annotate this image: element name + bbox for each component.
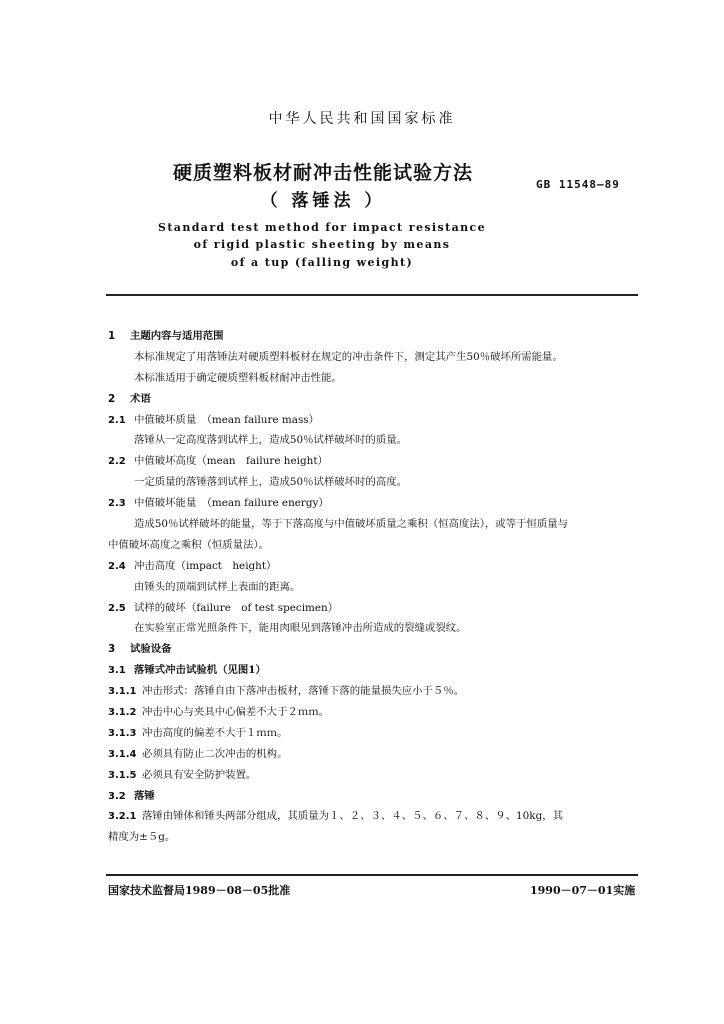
paragraph: 落锤从一定高度落到试样上，造成50％试样破坏时的质量。 [134,434,407,447]
section-heading: 3 试验设备 [108,643,172,656]
clause-heading: 3.1.3 冲击高度的偏差不大于１ｍｍ。 [108,726,288,739]
paragraph: 本标准适用于确定硬质塑料板材耐冲击性能。 [134,371,342,384]
clause-heading: 3.1.5 必须具有安全防护装置。 [108,768,257,781]
english-title-line-2: of rigid plastic sheeting by means [193,238,451,251]
section-heading: 1 主题内容与适用范围 [108,330,224,342]
clause-heading: 2.3 中值破坏能量 （mean failure energy） [108,497,329,510]
paragraph: 在实验室正常光照条件下，能用肉眼见到落锤冲击所造成的裂缝或裂纹。 [134,622,467,635]
footer-divider [106,874,638,876]
paragraph: 一定质量的落锤落到试样上，造成50％试样破坏时的高度。 [134,476,407,489]
clause-heading: 3.1.2 冲击中心与夹具中心偏差不大于２ｍｍ。 [108,706,330,719]
section-heading: 2 术语 [108,392,151,405]
header-divider [106,294,638,296]
implementation-date: 1990－07－01实施 [530,884,636,897]
clause-heading: 2.4 冲击高度（impact height） [108,559,277,572]
paragraph: 中值破坏高度之乘积（恒质量法）。 [108,538,270,551]
document-body [108,326,648,848]
clause-heading: 2.5 试样的破坏（failure of test specimen） [108,601,339,614]
standard-number: GB 11548—89 [536,178,620,191]
clause-heading: 2.2 中值破坏高度（mean failure height） [108,455,328,468]
paragraph: 精度为±５g。 [108,831,176,844]
clause-heading: 3.2 落锤 [108,789,155,802]
paragraph: 由锤头的顶端到试样上表面的距离。 [134,580,301,593]
issuing-body: 中华人民共和国国家标准 [268,111,456,127]
document-title: 硬质塑料板材耐冲击性能试验方法 [172,162,473,184]
approval-date: 国家技术监督局1989－08－05批准 [108,884,291,897]
paragraph: 本标准规定了用落锤法对硬质塑料板材在规定的冲击条件下，测定其产生50％破坏所需能量。 [134,350,563,363]
english-title-line-3: of a tup (falling weight) [230,256,414,269]
english-title-line-1: Standard test method for impact resistance [157,221,487,234]
clause-heading: 3.1 落锤式冲击试验机（见图1） [108,664,266,677]
document-subtitle: （ 落锤法 ） [260,191,386,211]
clause-heading: 2.1 中值破坏质量 （mean failure mass） [108,413,320,426]
clause-heading: 3.1.1 冲击形式：落锤自由下落冲击板材，落锤下落的能量损失应小于５％。 [108,685,465,698]
clause-heading: 3.1.4 必须具有防止二次冲击的机构。 [108,747,288,760]
paragraph: 造成50％试样破坏的能量，等于下落高度与中值破坏质量之乘积（恒高度法），或等于恒质量与 [134,518,569,531]
clause-heading: 3.2.1 落锤由锤体和锤头两部分组成，其质量为１、２、３、４、５、６、７、８、９、10kg，其 [108,810,564,823]
